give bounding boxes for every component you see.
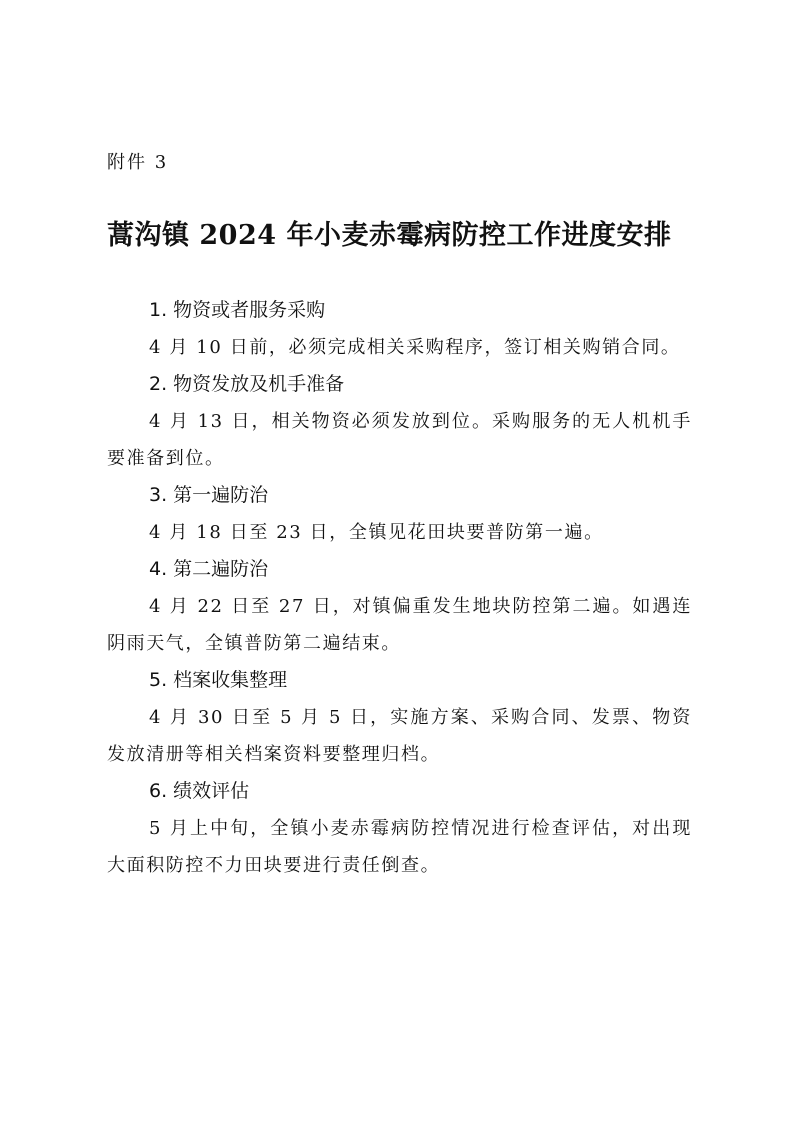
document-content bbox=[107, 292, 692, 884]
section-second-control bbox=[107, 551, 692, 662]
section-evaluation bbox=[107, 773, 692, 884]
section-heading: 6. 绩效评估 bbox=[149, 780, 250, 802]
section-body: 4 月 13 日，相关物资必须发放到位。采购服务的无人机机手要准备到位。 bbox=[107, 411, 692, 469]
attachment-label: 附件 3 bbox=[107, 152, 169, 173]
section-archive bbox=[107, 662, 692, 773]
section-procurement bbox=[107, 292, 692, 366]
document-title: 蒿沟镇 2024 年小麦赤霉病防控工作进度安排 bbox=[107, 220, 672, 251]
section-distribution bbox=[107, 366, 692, 477]
section-body: 4 月 18 日至 23 日，全镇见花田块要普防第一遍。 bbox=[149, 522, 604, 543]
section-body: 4 月 10 日前，必须完成相关采购程序，签订相关购销合同。 bbox=[149, 337, 681, 358]
section-heading: 1. 物资或者服务采购 bbox=[149, 299, 326, 321]
section-heading: 5. 档案收集整理 bbox=[149, 669, 288, 691]
section-body: 4 月 22 日至 27 日，对镇偏重发生地块防控第二遍。如遇连阴雨天气，全镇普防第二遍结束。 bbox=[107, 596, 692, 654]
section-first-control bbox=[107, 477, 692, 551]
section-body: 4 月 30 日至 5 月 5 日，实施方案、采购合同、发票、物资发放清册等相关档案资料要整理归档。 bbox=[107, 707, 692, 765]
section-body: 5 月上中旬，全镇小麦赤霉病防控情况进行检查评估，对出现大面积防控不力田块要进行责任倒查。 bbox=[107, 818, 692, 876]
section-heading: 3. 第一遍防治 bbox=[149, 484, 269, 506]
section-heading: 2. 物资发放及机手准备 bbox=[149, 373, 345, 395]
section-heading: 4. 第二遍防治 bbox=[149, 558, 269, 580]
